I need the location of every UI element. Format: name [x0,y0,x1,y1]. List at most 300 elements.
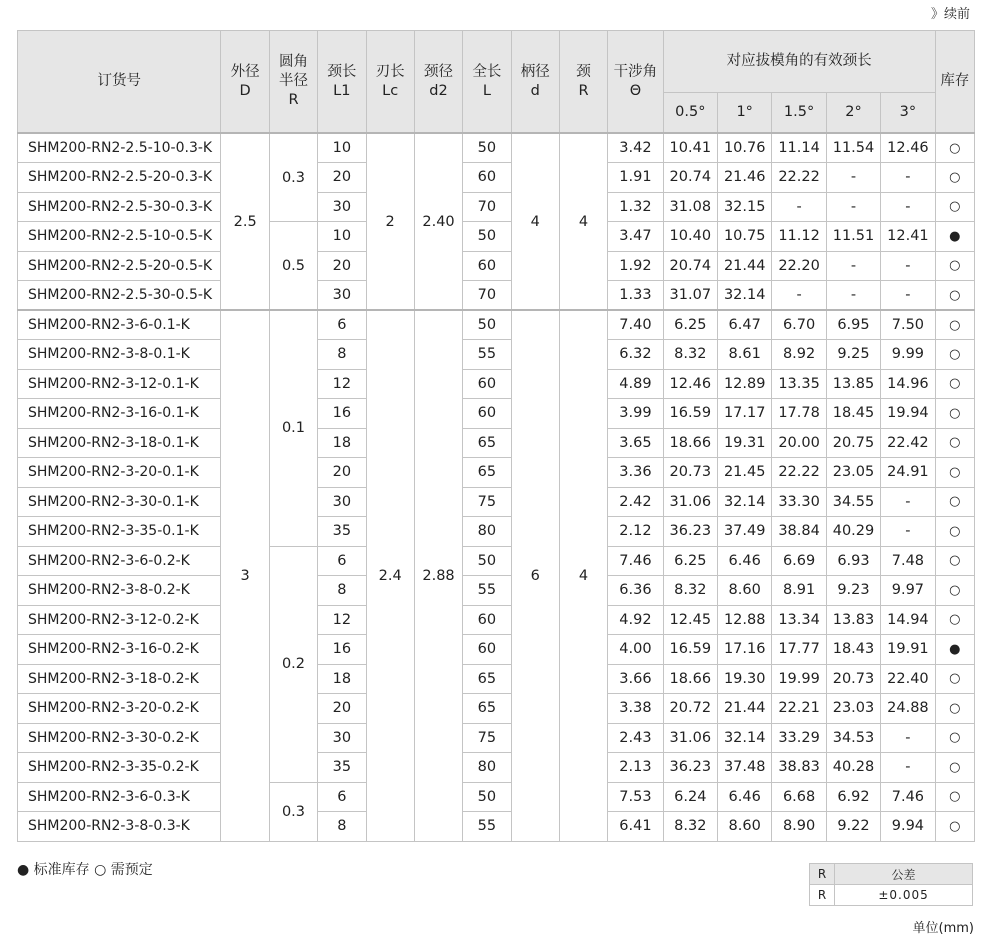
shank-diameter-cell: 4 [511,133,559,310]
effective-length-cell: 19.30 [718,664,772,694]
overall-length-cell: 65 [463,428,511,458]
neck-length-cell: 20 [318,458,366,488]
effective-length-cell: 11.14 [772,133,826,163]
table-row [18,812,975,842]
header-overall-length: 全长 L [463,31,511,134]
order-code-cell: SHM200-RN2-3-12-0.2-K [18,605,221,635]
neck-length-cell: 6 [318,310,366,340]
stock-status-cell: ○ [935,723,974,753]
table-row [18,723,975,753]
neck-length-cell: 20 [318,163,366,193]
effective-length-cell: 6.92 [826,782,880,812]
order-code-cell: SHM200-RN2-3-30-0.2-K [18,723,221,753]
neck-diameter-cell: 2.88 [414,310,462,841]
effective-length-cell: 20.75 [826,428,880,458]
neck-diameter-cell: 2.40 [414,133,462,310]
effective-length-cell: 20.73 [826,664,880,694]
neck-length-cell: 30 [318,487,366,517]
header-order-code: 订货号 [18,31,221,134]
effective-length-cell: 6.95 [826,310,880,340]
interference-angle-cell: 4.00 [608,635,663,665]
order-code-cell: SHM200-RN2-3-16-0.2-K [18,635,221,665]
effective-length-cell: 31.06 [663,723,717,753]
effective-length-cell: - [826,163,880,193]
effective-length-cell: 16.59 [663,635,717,665]
table-row [18,605,975,635]
order-code-cell: SHM200-RN2-3-18-0.2-K [18,664,221,694]
stock-status-cell: ○ [935,310,974,340]
effective-length-cell: 20.74 [663,163,717,193]
corner-radius-cell: 0.5 [269,222,317,311]
effective-length-cell: 17.16 [718,635,772,665]
table-row [18,694,975,724]
table-row [18,753,975,783]
stock-status-cell: ○ [935,281,974,311]
header-interference-angle: 干涉角 Θ [608,31,663,134]
effective-length-cell: 40.29 [826,517,880,547]
stock-status-cell: ○ [935,753,974,783]
table-row [18,222,975,252]
effective-length-cell: 12.46 [663,369,717,399]
effective-length-cell: 32.15 [718,192,772,222]
effective-length-cell: 38.84 [772,517,826,547]
table-row [18,782,975,812]
effective-length-cell: 9.22 [826,812,880,842]
header-stock: 库存 [935,31,974,134]
effective-length-cell: 17.77 [772,635,826,665]
interference-angle-cell: 3.47 [608,222,663,252]
stock-status-cell: ○ [935,340,974,370]
interference-angle-cell: 1.92 [608,251,663,281]
interference-angle-cell: 7.53 [608,782,663,812]
neck-length-cell: 12 [318,369,366,399]
effective-length-cell: 22.22 [772,163,826,193]
interference-angle-cell: 3.99 [608,399,663,429]
overall-length-cell: 60 [463,605,511,635]
overall-length-cell: 55 [463,812,511,842]
interference-angle-cell: 3.65 [608,428,663,458]
header-outer-diameter: 外径 D [221,31,269,134]
cutting-length-cell: 2.4 [366,310,414,841]
effective-length-cell: 8.60 [718,576,772,606]
neck-length-cell: 10 [318,222,366,252]
shank-diameter-cell: 6 [511,310,559,841]
effective-length-cell: 8.90 [772,812,826,842]
interference-angle-cell: 2.13 [608,753,663,783]
order-code-cell: SHM200-RN2-2.5-10-0.3-K [18,133,221,163]
effective-length-cell: 19.94 [881,399,935,429]
interference-angle-cell: 2.42 [608,487,663,517]
overall-length-cell: 65 [463,664,511,694]
effective-length-cell: 8.61 [718,340,772,370]
stock-status-cell: ○ [935,546,974,576]
effective-length-cell: 6.47 [718,310,772,340]
effective-length-cell: 8.91 [772,576,826,606]
effective-length-cell: 18.66 [663,664,717,694]
order-code-cell: SHM200-RN2-3-35-0.2-K [18,753,221,783]
order-code-cell: SHM200-RN2-2.5-20-0.3-K [18,163,221,193]
order-code-cell: SHM200-RN2-3-20-0.2-K [18,694,221,724]
effective-length-cell: 17.17 [718,399,772,429]
overall-length-cell: 50 [463,133,511,163]
effective-length-cell: 33.29 [772,723,826,753]
overall-length-cell: 60 [463,251,511,281]
neck-length-cell: 16 [318,635,366,665]
overall-length-cell: 50 [463,782,511,812]
overall-length-cell: 65 [463,458,511,488]
stock-status-cell: ○ [935,812,974,842]
order-code-cell: SHM200-RN2-3-8-0.2-K [18,576,221,606]
effective-length-cell: - [772,281,826,311]
corner-radius-cell: 0.3 [269,133,317,222]
effective-length-cell: 14.96 [881,369,935,399]
effective-length-cell: 13.83 [826,605,880,635]
overall-length-cell: 50 [463,310,511,340]
table-row [18,635,975,665]
neck-length-cell: 30 [318,192,366,222]
effective-length-cell: 6.69 [772,546,826,576]
effective-length-cell: 13.35 [772,369,826,399]
table-row [18,576,975,606]
effective-length-cell: 11.12 [772,222,826,252]
effective-length-cell: - [881,281,935,311]
tolerance-header-tol: 公差 [835,864,973,885]
overall-length-cell: 75 [463,487,511,517]
effective-length-cell: - [826,192,880,222]
overall-length-cell: 50 [463,222,511,252]
effective-length-cell: 32.14 [718,487,772,517]
effective-length-cell: 19.31 [718,428,772,458]
header-angle: 0.5° [663,93,717,134]
effective-length-cell: 22.21 [772,694,826,724]
neck-length-cell: 20 [318,694,366,724]
stock-status-cell: ○ [935,428,974,458]
spec-table [17,30,975,842]
effective-length-cell: - [881,723,935,753]
effective-length-cell: 6.93 [826,546,880,576]
neck-r-cell: 4 [559,310,607,841]
interference-angle-cell: 1.91 [608,163,663,193]
neck-length-cell: 30 [318,723,366,753]
stock-status-cell: ○ [935,133,974,163]
effective-length-cell: 18.43 [826,635,880,665]
interference-angle-cell: 6.36 [608,576,663,606]
neck-length-cell: 18 [318,428,366,458]
effective-length-cell: 11.51 [826,222,880,252]
effective-length-cell: 13.34 [772,605,826,635]
interference-angle-cell: 6.41 [608,812,663,842]
effective-length-cell: 14.94 [881,605,935,635]
interference-angle-cell: 2.12 [608,517,663,547]
neck-length-cell: 16 [318,399,366,429]
stock-legend: ● 标准库存 ○ 需预定 [17,862,153,878]
stock-status-cell: ○ [935,694,974,724]
order-code-cell: SHM200-RN2-2.5-30-0.5-K [18,281,221,311]
order-code-cell: SHM200-RN2-3-8-0.3-K [18,812,221,842]
continuation-note: 》续前 [930,7,970,22]
effective-length-cell: 20.00 [772,428,826,458]
tolerance-value: ±0.005 [835,885,973,906]
order-code-cell: SHM200-RN2-3-8-0.1-K [18,340,221,370]
overall-length-cell: 70 [463,192,511,222]
neck-r-cell: 4 [559,133,607,310]
effective-length-cell: 10.75 [718,222,772,252]
effective-length-cell: 31.06 [663,487,717,517]
overall-length-cell: 70 [463,281,511,311]
effective-length-cell: 11.54 [826,133,880,163]
effective-length-cell: 6.24 [663,782,717,812]
effective-length-cell: 9.94 [881,812,935,842]
stock-status-cell: ○ [935,163,974,193]
interference-angle-cell: 2.43 [608,723,663,753]
overall-length-cell: 60 [463,163,511,193]
effective-length-cell: 9.23 [826,576,880,606]
effective-length-cell: 12.45 [663,605,717,635]
interference-angle-cell: 3.42 [608,133,663,163]
effective-length-cell: 8.32 [663,812,717,842]
effective-length-cell: - [881,163,935,193]
neck-length-cell: 6 [318,546,366,576]
effective-length-cell: 34.53 [826,723,880,753]
effective-length-cell: - [772,192,826,222]
order-code-cell: SHM200-RN2-2.5-10-0.5-K [18,222,221,252]
table-row [18,310,975,340]
overall-length-cell: 65 [463,694,511,724]
effective-length-cell: 6.68 [772,782,826,812]
effective-length-cell: 18.66 [663,428,717,458]
header-angle: 1.5° [772,93,826,134]
stock-status-cell: ● [935,222,974,252]
effective-length-cell: 21.44 [718,251,772,281]
stock-status-cell: ○ [935,664,974,694]
effective-length-cell: 31.08 [663,192,717,222]
order-code-cell: SHM200-RN2-3-16-0.1-K [18,399,221,429]
effective-length-cell: 10.41 [663,133,717,163]
table-row [18,163,975,193]
overall-length-cell: 80 [463,517,511,547]
effective-length-cell: 20.73 [663,458,717,488]
stock-status-cell: ○ [935,251,974,281]
effective-length-cell: 37.48 [718,753,772,783]
effective-length-cell: - [881,251,935,281]
effective-length-cell: 34.55 [826,487,880,517]
outer-diameter-cell: 3 [221,310,269,841]
header-shank-diameter: 柄径 d [511,31,559,134]
effective-length-cell: - [881,753,935,783]
stock-status-cell: ○ [935,782,974,812]
effective-length-cell: 12.89 [718,369,772,399]
neck-length-cell: 12 [318,605,366,635]
neck-length-cell: 30 [318,281,366,311]
table-row [18,369,975,399]
table-row [18,428,975,458]
stock-status-cell: ○ [935,192,974,222]
effective-length-cell: 31.07 [663,281,717,311]
header-cutting-length: 刃长 Lc [366,31,414,134]
header-angle: 2° [826,93,880,134]
effective-length-cell: 32.14 [718,281,772,311]
neck-length-cell: 35 [318,753,366,783]
order-code-cell: SHM200-RN2-3-12-0.1-K [18,369,221,399]
effective-length-cell: 24.88 [881,694,935,724]
interference-angle-cell: 6.32 [608,340,663,370]
overall-length-cell: 60 [463,399,511,429]
order-code-cell: SHM200-RN2-3-18-0.1-K [18,428,221,458]
order-code-cell: SHM200-RN2-3-6-0.2-K [18,546,221,576]
table-row [18,281,975,311]
header-corner-radius: 圆角 半径 R [269,31,317,134]
stock-status-cell: ○ [935,605,974,635]
table-row [18,664,975,694]
effective-length-cell: 9.99 [881,340,935,370]
effective-length-cell: 8.60 [718,812,772,842]
stock-status-cell: ○ [935,369,974,399]
interference-angle-cell: 1.32 [608,192,663,222]
header-effective-neck-length: 对应拔模角的有效颈长 [663,31,935,93]
neck-length-cell: 8 [318,340,366,370]
neck-length-cell: 10 [318,133,366,163]
effective-length-cell: 22.42 [881,428,935,458]
table-row [18,133,975,163]
order-code-cell: SHM200-RN2-3-20-0.1-K [18,458,221,488]
order-code-cell: SHM200-RN2-3-6-0.1-K [18,310,221,340]
spec-table-body [18,133,975,841]
effective-length-cell: 8.92 [772,340,826,370]
effective-length-cell: 37.49 [718,517,772,547]
stock-status-cell: ○ [935,487,974,517]
stock-status-cell: ○ [935,517,974,547]
effective-length-cell: 10.76 [718,133,772,163]
tolerance-header-r: R [810,864,835,885]
overall-length-cell: 60 [463,635,511,665]
effective-length-cell: 10.40 [663,222,717,252]
interference-angle-cell: 4.89 [608,369,663,399]
neck-length-cell: 6 [318,782,366,812]
effective-length-cell: - [881,192,935,222]
table-row [18,487,975,517]
overall-length-cell: 55 [463,576,511,606]
header-angle: 3° [881,93,935,134]
effective-length-cell: 22.22 [772,458,826,488]
overall-length-cell: 75 [463,723,511,753]
corner-radius-cell: 0.2 [269,546,317,782]
effective-length-cell: 6.25 [663,546,717,576]
effective-length-cell: 23.03 [826,694,880,724]
order-code-cell: SHM200-RN2-3-35-0.1-K [18,517,221,547]
cutting-length-cell: 2 [366,133,414,310]
effective-length-cell: 36.23 [663,517,717,547]
effective-length-cell: 40.28 [826,753,880,783]
effective-length-cell: 6.70 [772,310,826,340]
effective-length-cell: 33.30 [772,487,826,517]
interference-angle-cell: 7.46 [608,546,663,576]
table-row [18,192,975,222]
effective-length-cell: 13.85 [826,369,880,399]
effective-length-cell: 19.91 [881,635,935,665]
effective-length-cell: 6.46 [718,546,772,576]
neck-length-cell: 35 [318,517,366,547]
table-row [18,340,975,370]
effective-length-cell: 12.41 [881,222,935,252]
stock-status-cell: ○ [935,576,974,606]
header-neck-r: 颈 R [559,31,607,134]
table-row [18,546,975,576]
effective-length-cell: 21.45 [718,458,772,488]
effective-length-cell: 8.32 [663,576,717,606]
effective-length-cell: 16.59 [663,399,717,429]
effective-length-cell: 12.46 [881,133,935,163]
effective-length-cell: - [881,517,935,547]
effective-length-cell: 20.74 [663,251,717,281]
effective-length-cell: 17.78 [772,399,826,429]
effective-length-cell: 7.48 [881,546,935,576]
stock-status-cell: ● [935,635,974,665]
effective-length-cell: 21.46 [718,163,772,193]
interference-angle-cell: 3.38 [608,694,663,724]
effective-length-cell: 8.32 [663,340,717,370]
effective-length-cell: 18.45 [826,399,880,429]
overall-length-cell: 80 [463,753,511,783]
effective-length-cell: 12.88 [718,605,772,635]
tolerance-r: R [810,885,835,906]
effective-length-cell: 20.72 [663,694,717,724]
table-row [18,458,975,488]
neck-length-cell: 8 [318,812,366,842]
order-code-cell: SHM200-RN2-3-6-0.3-K [18,782,221,812]
order-code-cell: SHM200-RN2-2.5-30-0.3-K [18,192,221,222]
effective-length-cell: 32.14 [718,723,772,753]
effective-length-cell: - [826,281,880,311]
interference-angle-cell: 3.36 [608,458,663,488]
corner-radius-cell: 0.1 [269,310,317,546]
overall-length-cell: 60 [463,369,511,399]
effective-length-cell: - [881,487,935,517]
header-neck-length: 颈长 L1 [318,31,366,134]
unit-note: 单位(mm) [912,921,974,936]
effective-length-cell: 22.40 [881,664,935,694]
header-neck-diameter: 颈径 d2 [414,31,462,134]
stock-status-cell: ○ [935,399,974,429]
tolerance-table [809,863,973,906]
header-angle: 1° [718,93,772,134]
effective-length-cell: 7.50 [881,310,935,340]
order-code-cell: SHM200-RN2-2.5-20-0.5-K [18,251,221,281]
effective-length-cell: 19.99 [772,664,826,694]
effective-length-cell: 9.25 [826,340,880,370]
effective-length-cell: 23.05 [826,458,880,488]
effective-length-cell: 38.83 [772,753,826,783]
effective-length-cell: 21.44 [718,694,772,724]
neck-length-cell: 18 [318,664,366,694]
table-row [18,517,975,547]
overall-length-cell: 55 [463,340,511,370]
effective-length-cell: 6.46 [718,782,772,812]
neck-length-cell: 8 [318,576,366,606]
effective-length-cell: - [826,251,880,281]
corner-radius-cell: 0.3 [269,782,317,841]
neck-length-cell: 20 [318,251,366,281]
effective-length-cell: 24.91 [881,458,935,488]
outer-diameter-cell: 2.5 [221,133,269,310]
interference-angle-cell: 3.66 [608,664,663,694]
overall-length-cell: 50 [463,546,511,576]
effective-length-cell: 22.20 [772,251,826,281]
effective-length-cell: 9.97 [881,576,935,606]
table-row [18,399,975,429]
interference-angle-cell: 4.92 [608,605,663,635]
effective-length-cell: 6.25 [663,310,717,340]
interference-angle-cell: 1.33 [608,281,663,311]
